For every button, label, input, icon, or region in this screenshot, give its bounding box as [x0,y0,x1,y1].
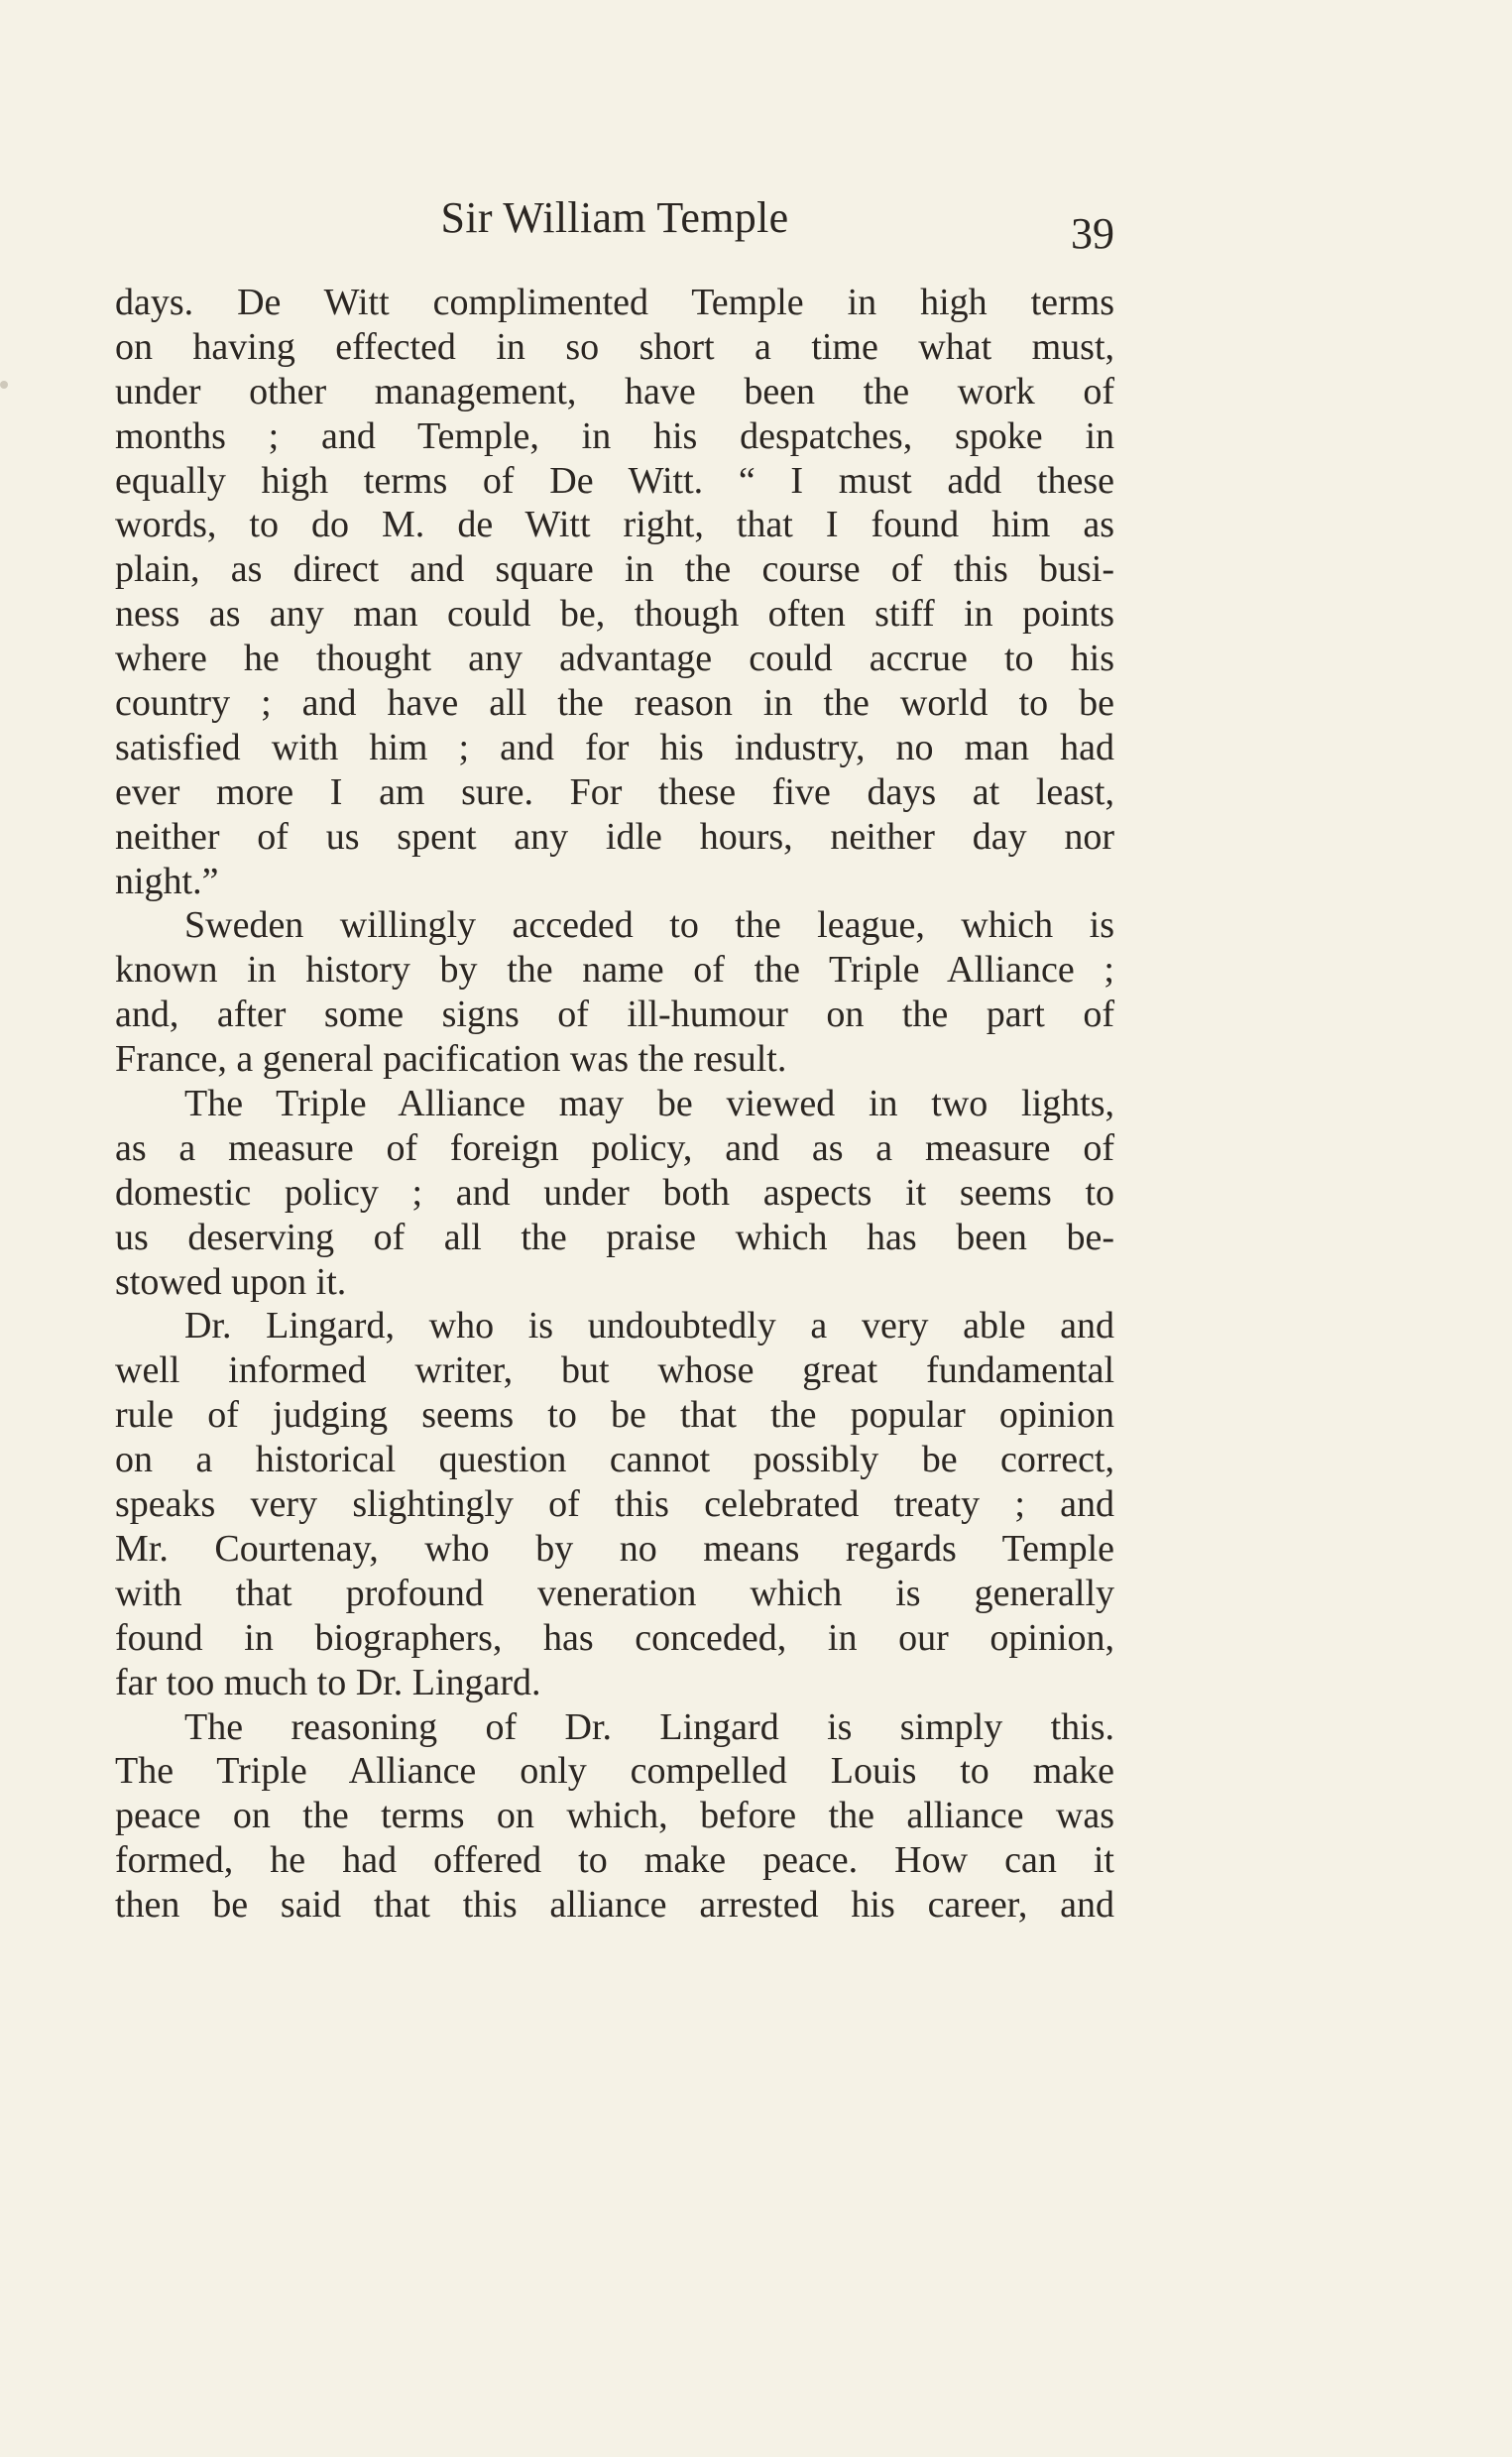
text-line: stowed upon it. [115,1260,347,1303]
text-line: us deserving of all the praise which has been be- [115,1216,1114,1258]
text-line: peace on the terms on which, before the alliance was [115,1795,1114,1837]
text-line: domestic policy ; and under both aspects it seems to [115,1171,1114,1214]
text-line: found in biographers, has conceded, in our opinion, [115,1616,1114,1659]
text-line: far too much to Dr. Lingard. [115,1661,541,1703]
text-line: plain, as direct and square in the course of this busi- [115,548,1114,591]
text-line: with that profound veneration which is generally [115,1572,1114,1614]
text-line: equally high terms of De Witt. “ I must add these [115,459,1114,502]
text-line: The reasoning of Dr. Lingard is simply this. [184,1705,1114,1748]
text-line: speaks very slightingly of this celebrated treaty ; and [115,1483,1114,1526]
text-line: country ; and have all the reason in the world to be [115,682,1114,725]
running-title: Sir William Temple [440,193,789,242]
text-line: The Triple Alliance may be viewed in two lights, [184,1083,1114,1125]
text-line: neither of us spent any idle hours, neither day nor [115,815,1114,858]
text-line: ness as any man could be, though often stiff in points [115,593,1114,636]
text-line: Mr. Courtenay, who by no means regards Temple [115,1527,1114,1570]
text-line: night.” [115,860,219,902]
text-line: known in history by the name of the Triple Alliance ; [115,949,1114,992]
text-line: satisfied with him ; and for his industry, no man had [115,726,1114,768]
text-line: The Triple Alliance only compelled Louis to make [115,1750,1114,1793]
text-line: and, after some signs of ill-humour on the part of [115,994,1114,1036]
text-line: Dr. Lingard, who is undoubtedly a very able and [184,1305,1114,1347]
text-line: well informed writer, but whose great fundamental [115,1349,1114,1392]
text-line: where he thought any advantage could accrue to his [115,638,1114,680]
text-line: months ; and Temple, in his despatches, spoke in [115,414,1114,457]
text-line: under other management, have been the work of [115,370,1114,412]
text-line: on a historical question cannot possibly be correct, [115,1439,1114,1481]
text-line: days. De Witt complimented Temple in high terms [115,282,1114,323]
running-head [115,190,1114,260]
margin-speck [0,381,8,389]
text-line: formed, he had offered to make peace. How can it [115,1839,1114,1882]
text-line: Sweden willingly acceded to the league, which is [184,904,1114,947]
text-line: then be said that this alliance arrested his career, and [115,1884,1114,1927]
page-number: 39 [1071,209,1114,258]
body-text [115,281,1114,1928]
text-line: ever more I am sure. For these five days at least, [115,770,1114,813]
text-line: rule of judging seems to be that the popular opinion [115,1394,1114,1437]
text-line: France, a general pacification was the result. [115,1038,787,1081]
text-line: as a measure of foreign policy, and as a measure of [115,1126,1114,1169]
text-line: words, to do M. de Witt right, that I found him as [115,504,1114,546]
text-line: on having effected in so short a time what must, [115,325,1114,368]
